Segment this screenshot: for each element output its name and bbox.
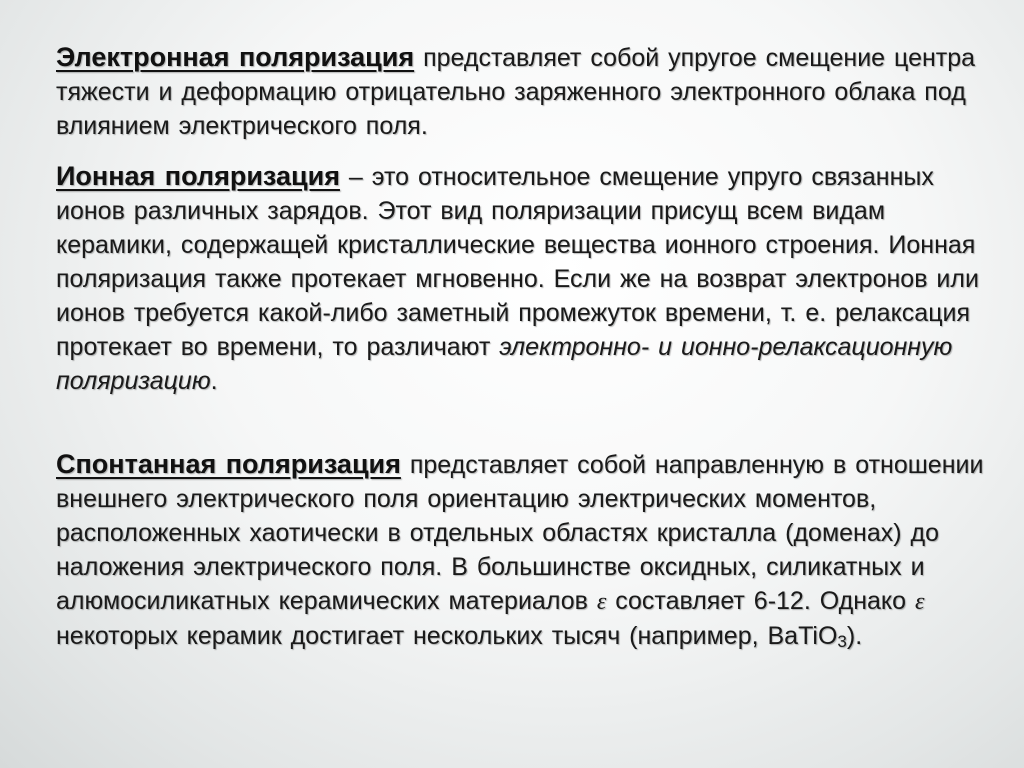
paragraph-ionic-polarization xyxy=(56,159,986,398)
definition-text: представляет собой направленную в отношении внешнего электрического поля ориентацию электрических моментов, расположенных хаотически в отдельных областях кристалла (доменах) до наложения электрического поля. В большинстве оксидных, силикатных и алюмосиликатных керамических материалов xyxy=(56,451,984,615)
definition-text: – это относительное смещение упруго связанных ионов различных зарядов. Этот вид поляризации присущ всем видам керамики, содержащей кристаллические вещества ионного строения. Ионная поляризация также протекает мгновенно. Если же на возврат электронов или ионов требуется какой-либо заметный промежуток времени, т. е. релаксация протекает во времени, то различают xyxy=(56,163,979,361)
paragraph-electronic-polarization xyxy=(56,40,986,143)
term-spontaneous-polarization: Спонтанная поляризация xyxy=(56,449,401,479)
epsilon-symbol: ε xyxy=(596,589,607,615)
definition-text-2: составляет 6-12. Однако xyxy=(606,587,915,615)
term-ionic-polarization: Ионная поляризация xyxy=(56,161,340,191)
subscript-3: 3 xyxy=(837,632,847,651)
definition-text-end: . xyxy=(210,367,218,395)
italic-term-relaxation-polarization: электронно- и ионно-релаксационную поляризацию xyxy=(56,333,953,395)
epsilon-symbol: ε xyxy=(915,589,925,615)
definition-text: представляет собой упругое смещение центра тяжести и деформацию отрицательно заряженного электронного облака под влиянием электрического поля. xyxy=(56,44,976,140)
paragraph-spontaneous-polarization xyxy=(56,447,986,659)
definition-text-3: некоторых керамик достигает нескольких тысяч (например, BaTiO xyxy=(56,622,838,650)
term-electronic-polarization: Электронная поляризация xyxy=(56,42,415,72)
definition-text-end: ). xyxy=(846,622,863,650)
